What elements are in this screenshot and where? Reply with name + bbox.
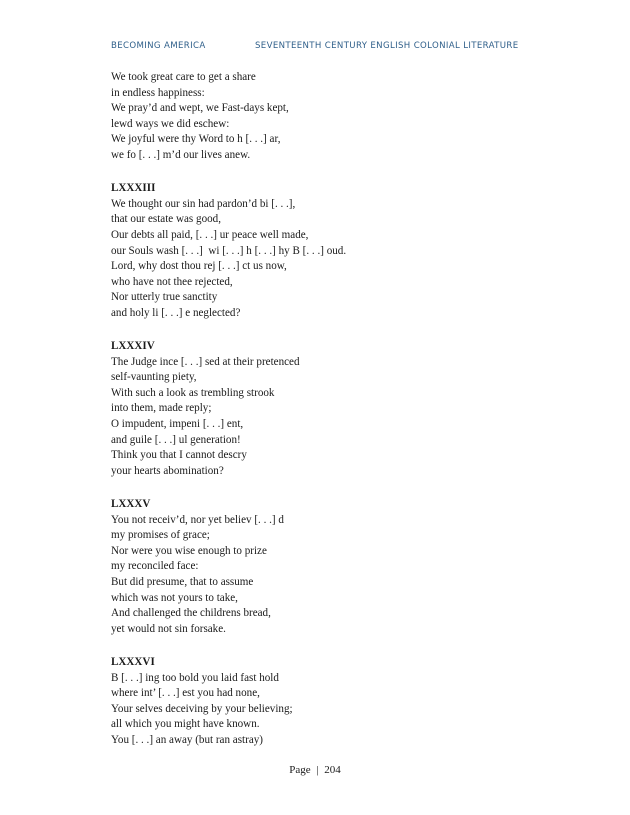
stanza-number-heading: LXXXIV [111,340,155,353]
poem-line: We took great care to get a share [111,71,256,83]
poem-line: my promises of grace; [111,529,210,542]
poem-line: Nor utterly true sanctity [111,291,218,304]
poem-line: You [. . .] an away (but ran astray) [111,733,263,746]
poem-line: B [. . .] ing too bold you laid fast hold [111,671,279,684]
poem-line: self-vaunting piety, [111,371,197,384]
poem-line: my reconciled face: [111,560,199,573]
poem-body [111,70,531,749]
stanza [111,497,531,637]
poem-line: The Judge ince [. . .] sed at their pretenced [111,355,300,368]
stanza-number-heading: LXXXVI [111,655,155,668]
poem-line: O impudent, impeni [. . .] ent, [111,418,244,431]
poem-line: Think you that I cannot descry [111,449,247,462]
poem-line: who have not thee rejected, [111,275,233,288]
stanza [111,655,531,749]
poem-line: our Souls wash [. . .] wi [. . .] h [. . .] hy B [. . .] oud. [111,244,347,257]
poem-line: With such a look as trembling strook [111,386,275,399]
poem-line: And challenged the childrens bread, [111,607,271,620]
page-label: Page [289,764,311,776]
page-number: 204 [324,764,341,776]
poem-line: and holy li [. . .] e neglected? [111,306,241,319]
poem-line: We joyful were thy Word to h [. . .] ar, [111,133,281,146]
poem-line: lewd ways we did eschew: [111,117,230,130]
poem-line: Our debts all paid, [. . .] ur peace well made, [111,228,309,241]
poem-line: where int’ [. . .] est you had none, [111,687,260,700]
header-section-title: SEVENTEENTH CENTURY ENGLISH COLONIAL LITERATURE [255,41,519,51]
poem-line: Your selves deceiving by your believing; [111,702,293,715]
stanza [111,339,531,479]
stanza [111,70,531,164]
header-book-title: BECOMING AMERICA [111,41,206,51]
poem-line: which was not yours to take, [111,591,238,604]
poem-line: that our estate was good, [111,213,221,226]
poem-line: into them, made reply; [111,402,212,415]
poem-line: We pray’d and wept, we Fast-days kept, [111,102,289,115]
poem-line: and guile [. . .] ul generation! [111,433,241,446]
poem-line: in endless happiness: [111,86,205,99]
page-separator: | [316,764,319,776]
stanza-number-heading: LXXXIII [111,182,156,195]
poem-line: We thought our sin had pardon’d bi [. . .], [111,197,296,210]
poem-line: But did presume, that to assume [111,576,254,588]
page-footer [0,764,630,776]
stanza [111,181,531,321]
poem-line: You not receiv’d, nor yet believ [. . .] d [111,513,284,526]
poem-line: yet would not sin forsake. [111,622,226,635]
poem-line: Nor were you wise enough to prize [111,544,267,557]
stanza-number-heading: LXXXV [111,498,151,511]
poem-line: we fo [. . .] m’d our lives anew. [111,148,251,161]
poem-line: all which you might have known. [111,718,260,731]
poem-line: your hearts abomination? [111,464,224,477]
poem-line: Lord, why dost thou rej [. . .] ct us now, [111,260,287,273]
